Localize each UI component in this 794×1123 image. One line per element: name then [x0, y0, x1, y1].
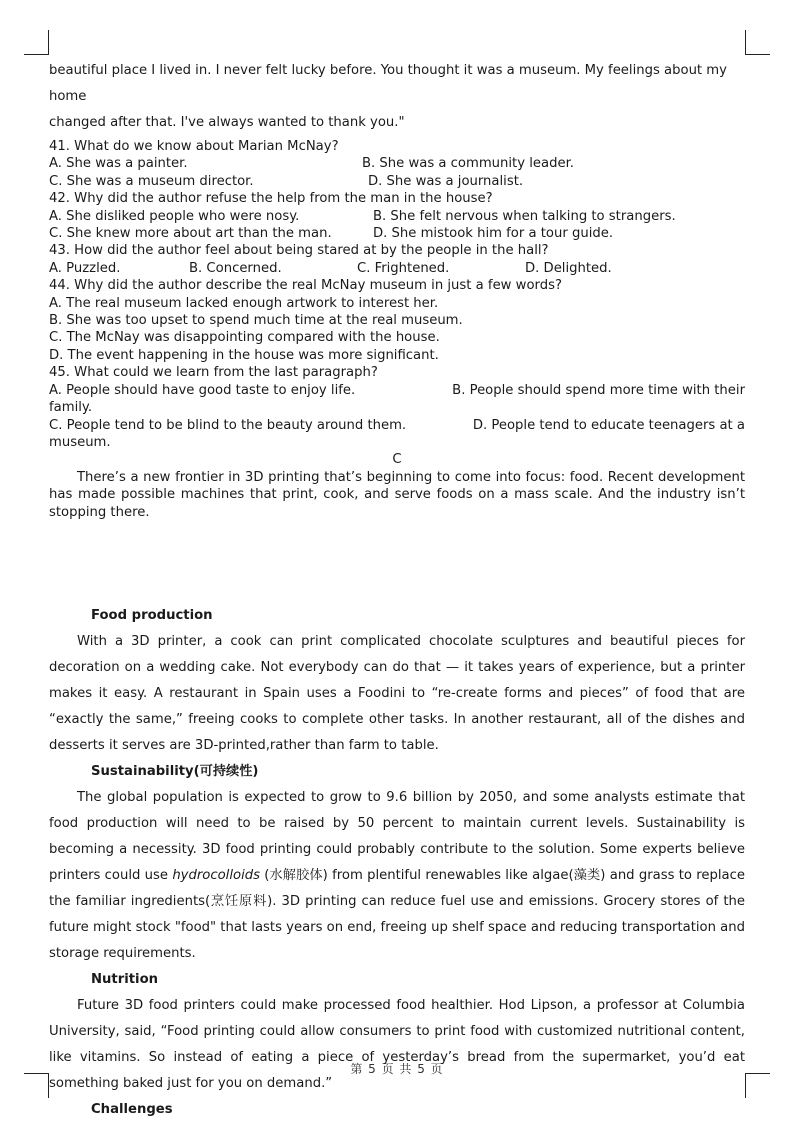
sustainability-italic-term: hydrocolloids [172, 867, 260, 883]
option-b[interactable]: B. Concerned. [189, 260, 282, 276]
paragraph-sustainability [49, 785, 745, 967]
option-a[interactable]: A. The real museum lacked enough artwork to interest her. [49, 295, 439, 311]
option-row [49, 260, 745, 277]
option-b[interactable]: B. She was a community leader. [362, 156, 574, 172]
option-c[interactable]: C. She knew more about art than the man. [49, 226, 332, 242]
option-a[interactable]: A. Puzzled. [49, 260, 121, 276]
option-row [49, 417, 745, 434]
crop-mark-top-left [24, 30, 49, 55]
page-body [49, 58, 745, 1123]
sustainability-text-a: The global population is expected to grow to 9.6 billion by 2050, and some analysts estimate that food production will need to be raised by 50 percent to maintain current levels. Sustainability is becoming a necessity. 3D food printing could probably contribute to the solution. Some experts believe printers could use [49, 789, 745, 883]
option-row [49, 382, 745, 399]
question-stem: 41. What do we know about Marian McNay? [49, 139, 339, 154]
passage-line-2: changed after that. I've always wanted to thank you." [49, 115, 405, 130]
sustainability-text-b: (水解胶体) from plentiful renewables like algae(藻类) and grass to replace the familiar ingredients(烹饪原料). 3D printing can reduce fuel use and emissions. Grocery stores of the future might stock "food" that lasts years on end, freeing up shelf space and reducing transportation and storage requirements. [49, 867, 745, 961]
question-44 [49, 277, 745, 364]
option-row [49, 225, 745, 242]
option-c[interactable]: C. People tend to be blind to the beauty around them. [49, 417, 407, 433]
heading-food-production: Food production [91, 607, 213, 623]
question-45 [49, 364, 745, 451]
option-b[interactable]: B. She felt nervous when talking to strangers. [373, 208, 676, 224]
crop-mark-top-right [745, 30, 770, 55]
option-d[interactable]: D. The event happening in the house was more significant. [49, 347, 439, 363]
option-row [49, 208, 745, 225]
question-41 [49, 138, 745, 190]
option-d[interactable]: D. Delighted. [525, 260, 612, 276]
option-c[interactable]: C. She was a museum director. [49, 173, 254, 189]
paragraph-food-production: With a 3D printer, a cook can print complicated chocolate sculptures and beautiful pieces for decoration on a wedding cake. Not everybody can do that — it takes years of experience, but a printer makes it easy. A restaurant in Spain uses a Foodini to “re-create forms and pieces” of food that are “exactly the same,” freeing cooks to complete other tasks. In another restaurant, all of the dishes and desserts it serves are 3D-printed,rather than farm to table. [49, 633, 745, 753]
paragraph-nutrition: Future 3D food printers could make processed food healthier. Hod Lipson, a professor at Columbia University, said, “Food printing could allow consumers to print food with customized nutritional content, like vitamins. So instead of eating a piece of yesterday’s bread from the supermarket, you’d eat something baked just for you on demand.” [49, 997, 745, 1091]
question-stem: 44. Why did the author describe the real McNay museum in just a few words? [49, 278, 562, 294]
option-d[interactable]: D. She mistook him for a tour guide. [373, 226, 614, 242]
option-d[interactable]: D. People tend to educate teenagers at a [472, 417, 745, 433]
option-b-wrap: family. [49, 400, 93, 416]
option-c[interactable]: C. The McNay was disappointing compared with the house. [49, 330, 440, 346]
intro-paragraph: There’s a new frontier in 3D printing that’s beginning to come into focus: food. Recent development has made possible machines that print, cook, and serve foods on a mass scale. And the industry isn’t stopping there. [49, 469, 745, 520]
option-row [49, 173, 745, 190]
heading-challenges: Challenges [91, 1101, 173, 1117]
option-a[interactable]: A. She was a painter. [49, 156, 188, 172]
heading-nutrition: Nutrition [91, 971, 159, 987]
option-b[interactable]: B. She was too upset to spend much time at the real museum. [49, 313, 463, 329]
question-stem: 42. Why did the author refuse the help from the man in the house? [49, 191, 493, 207]
option-b[interactable]: B. People should spend more time with their [452, 382, 745, 398]
option-a[interactable]: A. People should have good taste to enjoy life. [49, 382, 356, 398]
question-stem: 43. How did the author feel about being stared at by the people in the hall? [49, 243, 549, 259]
question-43 [49, 242, 745, 277]
option-a[interactable]: A. She disliked people who were nosy. [49, 208, 300, 224]
section-letter: C [392, 452, 402, 468]
blank-gap [49, 521, 745, 603]
option-d-wrap: museum. [49, 434, 111, 450]
option-c[interactable]: C. Frightened. [357, 260, 450, 276]
heading-sustainability: Sustainability(可持续性) [91, 763, 259, 779]
passage-continuation [49, 58, 745, 136]
question-42 [49, 190, 745, 242]
option-d[interactable]: D. She was a journalist. [368, 173, 524, 189]
question-stem: 45. What could we learn from the last paragraph? [49, 365, 378, 381]
page-footer: 第 5 页 共 5 页 [350, 1062, 444, 1076]
passage-line-1: beautiful place I lived in. I never felt lucky before. You thought it was a museum. My feelings about my home [49, 63, 727, 104]
option-row [49, 155, 745, 172]
